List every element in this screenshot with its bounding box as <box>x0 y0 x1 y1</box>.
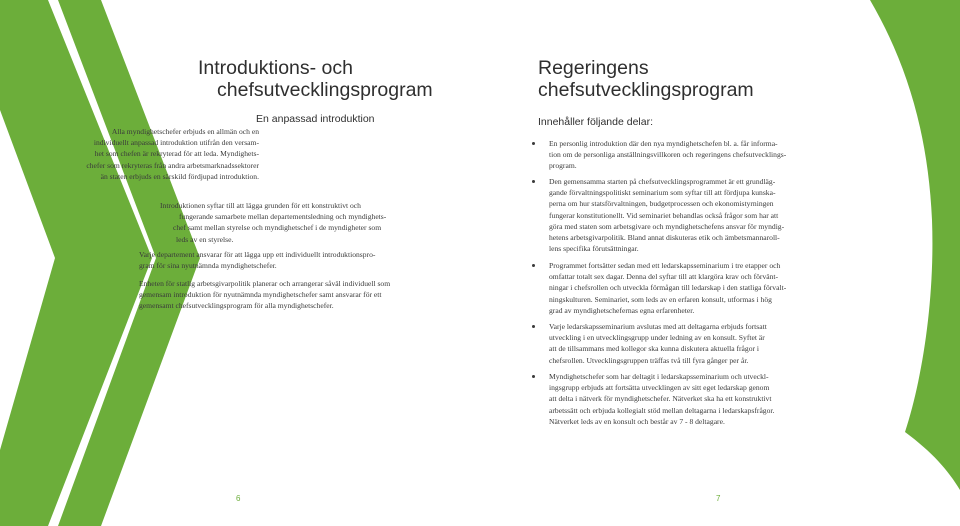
text-line: chefer som rekryteras från andra arbetsmarknadssektorer <box>86 160 259 170</box>
text-line: fungerande samarbete mellan departementsledning och myndighets- <box>179 212 387 222</box>
paragraph-unit <box>139 278 390 312</box>
text-line: Enheten för statlig arbetsgivarpolitik planerar och arrangerar såväl individuell som <box>139 279 391 288</box>
bullet-dot-icon <box>532 142 535 145</box>
bullet-dot-icon <box>532 264 535 267</box>
text-line: Programmet fortsätter sedan med ett ledarskapsseminarium i tre etapper och <box>549 261 781 270</box>
right-subheading: Innehåller följande delar: <box>538 116 653 128</box>
text-line: perna om hur statsförvaltningen, budgetprocessen och ekonomistyrningen <box>549 199 774 209</box>
text-line: En personlig introduktion där den nya myndighetschefen bl. a. får informa- <box>549 139 778 148</box>
text-line: leds av en styrelse. <box>176 234 234 244</box>
right-page-title <box>538 57 754 101</box>
right-title-line-1: Regeringens <box>538 57 649 79</box>
text-line: program. <box>549 161 577 171</box>
bullet-dot-icon <box>532 325 535 328</box>
text-line: Varje ledarskapsseminarium avslutas med att deltagarna erbjuds fortsatt <box>549 322 767 331</box>
bullet-dot-icon <box>532 180 535 183</box>
text-line: Alla myndighetschefer erbjuds en allmän och en <box>111 127 259 136</box>
text-line: arbetssätt och erbjuda kollegialt stöd mellan deltagarna i ledarskapsfrågor. <box>549 405 775 415</box>
text-line: utveckling i en utvecklingsgrupp under ledning av en konsult. Syftet är <box>549 333 765 343</box>
bullet-text <box>549 176 784 254</box>
text-line: ningskulturen. Seminariet, som leds av en erfaren konsult, utformas i hög <box>549 294 772 304</box>
text-line: ingsgrupp erbjuds att fortsätta utvecklingen av sitt eget ledarskap genom <box>549 383 770 393</box>
text-line: Introduktionen syftar till att lägga grunden för ett konstruktivt och <box>160 201 361 210</box>
text-line: Varje departement ansvarar för att lägga upp ett individuellt introduktionspro- <box>139 250 376 259</box>
bullet-text <box>549 260 786 316</box>
right-title-line-2: chefsutvecklingsprogram <box>538 79 754 101</box>
text-line: än staten erbjuds en särskild fördjupad introduktion. <box>100 171 259 181</box>
bullet-text <box>549 371 774 427</box>
text-line: gande förvaltningspolitiskt seminarium som syftar till att fördjupa kunska- <box>549 188 776 198</box>
right-page <box>480 0 960 526</box>
text-line: omfattar totalt sex dagar. Denna del syftar till att klargöra krav och förvänt- <box>549 272 779 282</box>
text-line: grad av myndighetschefernas egna erfarenheter. <box>549 305 695 315</box>
page-number-right: 7 <box>716 494 721 503</box>
text-line: het som chefen är rekryterad för att leda. Myndighets- <box>94 149 259 159</box>
text-line: chef samt mellan styrelse och myndighetschef i de myndigheter som <box>173 223 382 233</box>
text-line: individuellt anpassad introduktion utifrån den versam- <box>93 138 259 148</box>
text-line: fungerar konstitutionellt. Vid seminariet behandlas också frågor som har att <box>549 210 779 220</box>
text-line: Den gemensamma starten på chefsutvecklingsprogrammet är ett grundläg- <box>549 177 776 186</box>
text-line: gemensamt chefsutvecklingsprogram för alla myndighetschefer. <box>139 301 334 311</box>
left-page-title <box>198 57 433 101</box>
text-line: hetens arbetsgivarpolitik. Bland annat diskuteras etik och ämbetsmannaroll- <box>549 233 780 243</box>
text-line: göra med staten som arbetsgivare och myndighetschefens ansvar för myndig- <box>549 221 785 231</box>
text-line: gemensam introduktion för nyutnämnda myndighetschefer samt ansvarar för ett <box>139 290 382 300</box>
text-line: chefsrollen. Utvecklingsgruppen träffas två till fyra gånger per år. <box>549 355 749 365</box>
text-line: gram för sina nyutnämnda myndighetschefer. <box>139 261 277 271</box>
text-line: Nätverket leds av en konsult och består av 7 - 8 deltagare. <box>549 416 725 426</box>
text-line: att de tillsammans med kollegor ska kunna diskutera aktuella frågor i <box>549 344 760 354</box>
bullet-dot-icon <box>532 375 535 378</box>
left-subheading: En anpassad introduktion <box>256 113 375 125</box>
text-line: att delta i nätverk för myndighetschefer. Nätverket ska ha ett konstruktivt <box>549 394 772 404</box>
left-title-line-2: chefsutvecklingsprogram <box>217 79 433 101</box>
bullet-text <box>549 321 767 366</box>
text-line: ningar i chefsrollen och utveckla förmågan till ledarskap i den statliga förvalt- <box>549 283 787 293</box>
paragraph-department <box>139 249 375 271</box>
paragraph-purpose <box>150 200 386 245</box>
page-number-left: 6 <box>236 494 241 503</box>
left-title-line-1: Introduktions- och <box>198 57 354 79</box>
text-line: tion om de personliga anställningsvillkoren och regeringens chefsutvecklings- <box>549 150 787 160</box>
bullet-text <box>549 138 786 172</box>
text-line: lens specifika förutsättningar. <box>549 244 639 254</box>
text-line: Myndighetschefer som har deltagit i ledarskapsseminarium och utveckl- <box>549 372 769 381</box>
paragraph-introduction <box>86 126 259 182</box>
